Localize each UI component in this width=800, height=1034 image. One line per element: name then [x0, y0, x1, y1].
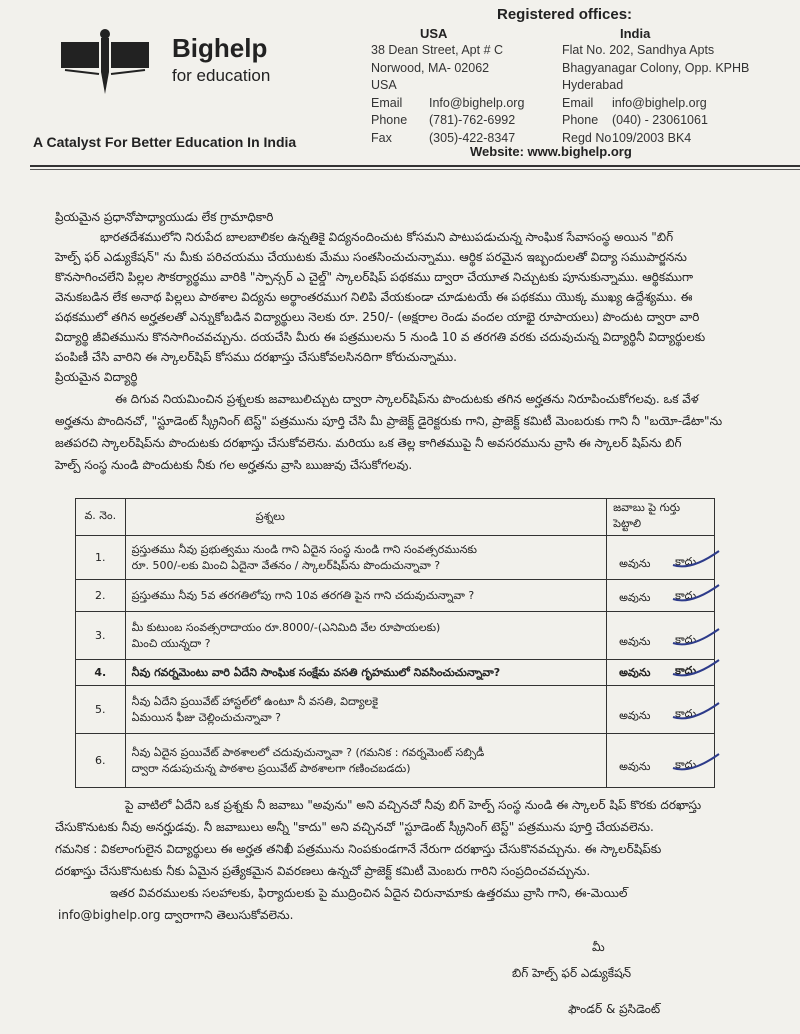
question-line: రూ. 500/-లకు మించి ఏదైనా వేతనం / స్కాలర్‌షిప్‌ను పొందుచున్నావా ?	[131, 558, 441, 572]
p1-line4: వెనుకబడిన లేక అనాథ పిల్లలు పాఠశాల విద్యను అర్థాంతరముగ నిలిపి వేయకుండా చూడుటయే ఈ పథకము యొక్క ముఖ్య ఉద్దేశ్యము. ఈ	[55, 290, 693, 304]
table-header-row	[76, 499, 715, 536]
yes-option[interactable]: అవును	[619, 708, 651, 722]
table-row	[76, 536, 715, 580]
question-line: నీవు గవర్నమెంటు వారి ఏదేని సాంఘిక సంక్షేమ వసతి గృహములో నివసించుచున్నావా?	[131, 665, 501, 679]
yes-option[interactable]: అవును	[619, 665, 651, 679]
brand-block	[172, 34, 270, 86]
question-line: ఏమయిన ఫీజు చెల్లించుచున్నావా ?	[131, 710, 281, 724]
india-line1: Flat No. 202, Sandhya Apts	[562, 43, 715, 57]
india-regd-label: Regd No	[562, 130, 612, 145]
header-answer: జవాబు పై గుర్తు పెట్టాలి	[607, 499, 715, 536]
p3-line2: చేసుకొనుటకు నీవు అనర్హుడవు. నీ జవాబులు అన్నీ "కాదు" అని వచ్చినచో "స్టూడెంట్ స్క్రీనింగ్ టెస్ట్" పత్రమును పూర్తి చేయవలెను.	[55, 820, 654, 834]
checkmark-icon	[671, 701, 721, 723]
p3-line3: గమనిక : వికలాంగులైన విద్యార్థులు ఈ అర్హత తనిఖీ పత్రమును నింపకుండగానే నేరుగా దరఖాస్తు చేసుకొనవచ్చును. ఈ స్కాలర్‌షిప్‌కు	[55, 842, 662, 856]
row-number: 4.	[76, 660, 126, 686]
no-option[interactable]: కాదు	[675, 663, 697, 677]
usa-email-link[interactable]: Info@bighelp.org	[429, 95, 525, 110]
india-heading: India	[620, 26, 651, 41]
usa-line3: USA	[371, 78, 397, 92]
usa-fax: (305)-422-8347	[429, 130, 516, 145]
row-number: 2.	[76, 580, 126, 612]
table-row	[76, 580, 715, 612]
header-questions: ప్రశ్నలు	[125, 499, 607, 536]
checkmark-icon	[671, 583, 721, 605]
usa-line1: 38 Dean Street, Apt # C	[371, 43, 504, 57]
question-line: నీవు ఏదైన ప్రయివేట్ పాఠశాలలో చదువుచున్నావా ? (గమనిక : గవర్నమెంట్ సబ్సిడీ	[131, 745, 485, 759]
p2-line2: అర్హతను పొందినచో, "స్టూడెంట్ స్క్రీనింగ్ టెస్ట్" పత్రమును పూర్తి చేసి మీ ప్రాజెక్ట్ డైరెక్టరుకు గాని, ప్రాజెక్ట్ కమిటీ మెంబరుకు గాని నీ "బయో-డేటా"ను	[55, 414, 723, 428]
open-book-logo-icon	[55, 28, 155, 98]
usa-phone: (781)-762-6992	[429, 113, 516, 127]
p1-line7: పంపిణీ చేసి వారిని ఈ స్కాలర్‌షిప్ కోసము దరఖాస్తు చేసుకోవలసినదిగా కోరుచున్నాము.	[55, 350, 457, 364]
india-phone-label: Phone	[562, 113, 599, 127]
yes-option[interactable]: అవును	[619, 590, 651, 604]
usa-address	[371, 42, 524, 147]
row-number: 3.	[76, 612, 126, 660]
brand-name: Bighelp	[172, 33, 268, 63]
usa-email-label: Email	[371, 95, 403, 110]
signature-yours: మీ	[592, 940, 605, 954]
checkmark-icon	[671, 752, 721, 774]
row-number: 5.	[76, 686, 126, 734]
table-row	[76, 660, 715, 686]
table-row	[76, 612, 715, 660]
header-serial: వ. నెం.	[76, 499, 126, 536]
india-regd: 109/2003 BK4	[612, 130, 692, 145]
yes-option[interactable]: అవును	[619, 634, 651, 648]
india-address	[562, 42, 749, 147]
question-line: నీవు ఏదేని ప్రయివేట్ హాస్టల్‌లో ఉంటూ నీ వసతి, విద్యాలకై	[131, 694, 378, 708]
tagline: A Catalyst For Better Education In India	[33, 134, 297, 150]
table-row	[76, 734, 715, 788]
website-link[interactable]: Website: www.bighelp.org	[470, 144, 632, 159]
yes-option[interactable]: అవును	[619, 759, 651, 773]
salutation-student: ప్రియమైన విద్యార్థి	[55, 370, 138, 384]
no-option[interactable]: కాదు	[675, 706, 697, 720]
p1-line2: హెల్ప్ ఫర్ ఎడ్యుకేషన్" ను మీకు పరిచయము చేయుటకు మేము సంతసించుచున్నాము. ఆర్థిక పరమైన ఇబ్బందులతో విద్యా సముపార్జనను	[55, 250, 687, 264]
header-divider	[30, 165, 800, 167]
no-option[interactable]: కాదు	[675, 757, 697, 771]
signature-title: ఫౌండర్ & ప్రసిడెంట్	[568, 1002, 661, 1016]
p3-line4: దరఖాస్తు చేసుకొనుటకు నీకు ఏమైన ప్రత్యేకమైన వివరణలు ఉన్నచో ప్రాజెక్ట్ కమిటీ మెంబరు గారిని సంప్రదించవచ్చును.	[55, 864, 591, 878]
checkmark-icon	[671, 627, 721, 649]
question-line: మీ కుటుంబ సంవత్సరాదాయం రూ.8000/-(ఎనిమిది వేల రూపాయలకు)	[131, 620, 441, 634]
usa-line2: Norwood, MA- 02062	[371, 60, 490, 75]
question-line: ప్రస్తుతము నీవు ప్రభుత్వము నుండి గాని ఏదైన సంస్థ నుండి గాని సంవత్సరమునకు	[131, 542, 477, 556]
usa-fax-label: Fax	[371, 130, 392, 145]
checkmark-icon	[671, 549, 721, 571]
eligibility-questions-table	[75, 498, 715, 788]
question-line: ప్రస్తుతము నీవు 5వ తరగతిలోపు గాని 10వ తరగతి పైన గాని చదువుచున్నావా ?	[131, 588, 475, 602]
p2-line3: జతపరచి స్కాలర్‌షిప్‌ను పొందుటకు దరఖాస్తు చేసుకోవలెను. మరియు ఒక తెల్ల కాగితముపై నీ అవసరమును వ్రాసి ఈ స్కాలర్ షిప్‌ను బిగ్	[55, 436, 682, 450]
salutation-headmaster: ప్రియమైన ప్రధానోపాధ్యాయుడు లేక గ్రామాధికారి	[55, 210, 274, 224]
p2-line1: ఈ దిగువ నియమించిన ప్రశ్నలకు జవాబులిచ్చుట ద్వారా స్కాలర్‌షిప్‌ను పొందుటకు తగిన అర్హతను నిరూపించుకోగలవు. ఒక వేళ	[115, 392, 699, 406]
no-option[interactable]: కాదు	[675, 588, 697, 602]
table-row	[76, 686, 715, 734]
india-line3: Hyderabad	[562, 78, 624, 92]
india-line2: Bhagyanagar Colony, Opp. KPHB	[562, 60, 750, 75]
p3-line1: పై వాటిలో ఏదేని ఒక ప్రశ్నకు నీ జవాబు "అవును" అని వచ్చినచో నీవు బిగ్ హెల్ప్ సంస్థ నుండి ఈ స్కాలర్ షిప్ కొరకు దరఖాస్తు	[125, 798, 702, 812]
india-email-label: Email	[562, 95, 594, 110]
p3-line5: ఇతర వివరములకు సలహాలకు, ఫిర్యాదులకు పై ముద్రించిన ఏదైన చిరునామాకు ఉత్తరము వ్రాసి గాని, ఈ-మెయిల్	[110, 886, 628, 900]
question-line: మించి యున్నదా ?	[131, 636, 211, 650]
registered-offices-heading: Registered offices:	[497, 6, 633, 23]
usa-phone-label: Phone	[371, 113, 408, 127]
p1-line5: పథకములో తగిన అర్హతలతో ఎన్నుకోబడిన విద్యార్థులు నెలకు రూ. 250/- (అక్షరాల రెండు వందల యాభై రూపాయలు) పొందుట ద్వారా వారి	[55, 310, 700, 324]
usa-heading: USA	[420, 26, 448, 41]
p1-line3: కొనసాగించలేని పిల్లల సౌకర్యార్థము వారికి "స్పాన్సర్ ఎ చైల్డ్" స్కాలర్‌షిప్ పథకము ద్వారా చేయూత నిచ్చుటకు పూనుకున్నాము. ఆర్థికముగా	[55, 270, 694, 284]
india-email-link[interactable]: info@bighelp.org	[612, 95, 707, 110]
row-number: 1.	[76, 536, 126, 580]
yes-option[interactable]: అవును	[619, 556, 651, 570]
p2-line4: హెల్ప్ సంస్థ నుండి పొందుటకు నీకు గల అర్హతను వ్రాసి ఋజువు చేసుకోగలవు.	[55, 458, 413, 472]
no-option[interactable]: కాదు	[675, 632, 697, 646]
question-line: ద్వారా నడుపుచున్న పాఠశాల ప్రయివేట్ పాఠశాలగా గణించబడదు)	[131, 761, 411, 775]
p1-line1: భారతదేశములోని నిరుపేద బాలబాలికల ఉన్నతికై విద్యనందించుట కోసమని పాటుపడుచున్న సాంఘిక సేవాసంస్థ అయిన "బిగ్	[100, 230, 674, 244]
header-divider-thin	[30, 169, 800, 170]
row-number: 6.	[76, 734, 126, 788]
india-phone: (040) - 23061061	[612, 113, 708, 127]
p1-line6: విద్యార్థి జీవితమును కొనసాగించవచ్చును. దయచేసి మీరు ఈ పత్రములను 5 నుండి 10 వ తరగతి వరకు చదువుచున్న విద్యార్థినీ విద్యార్థులకు	[55, 330, 706, 344]
p3-contact-line: info@bighelp.org ద్వారాగాని తెలుసుకోవలెను.	[58, 908, 294, 922]
no-option[interactable]: కాదు	[675, 554, 697, 568]
checkmark-icon	[671, 658, 721, 680]
brand-subtitle: for education	[172, 66, 271, 85]
signature-org: బిగ్ హెల్ప్ ఫర్ ఎడ్యుకేషన్	[512, 966, 632, 980]
